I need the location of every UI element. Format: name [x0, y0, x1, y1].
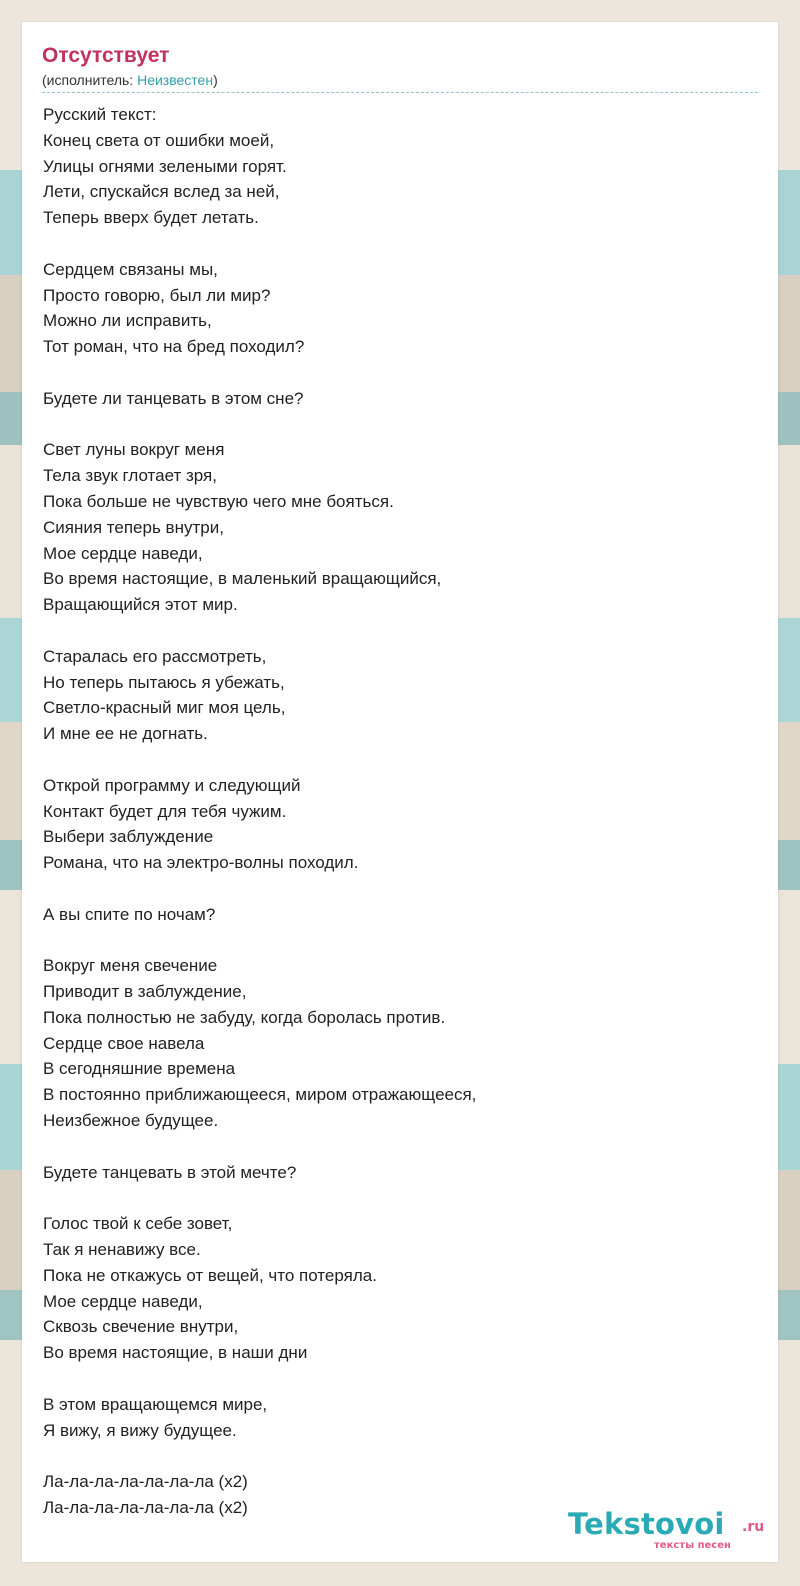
lyrics-line: Свет луны вокруг меня [43, 440, 225, 460]
lyrics-line: Выбери заблуждение [43, 827, 214, 847]
lyrics-line: Сияния теперь внутри, [43, 517, 224, 537]
lyrics-blank-line [43, 747, 759, 773]
lyrics-blank-line [43, 876, 759, 902]
lyrics-line: Конец света от ошибки моей, [43, 130, 275, 150]
lyrics-line: Приводит в заблуждение, [43, 982, 247, 1002]
lyrics-line: Будете танцевать в этой мечте? [43, 1162, 297, 1182]
lyrics-line: Просто говорю, был ли мир? [43, 285, 271, 305]
lyrics-line: В постоянно приближающееся, миром отражающееся, [43, 1085, 477, 1105]
lyrics-blank-line [43, 412, 759, 438]
lyrics-line: Открой программу и следующий [43, 775, 301, 795]
lyrics-blank-line [43, 1185, 759, 1211]
lyrics-line: Мое сердце наведи, [43, 543, 203, 563]
lyrics-line: Пока полностью не забуду, когда боролась против. [43, 1007, 446, 1027]
artist-line [42, 71, 758, 89]
artist-prefix: (исполнитель: [42, 72, 138, 88]
lyrics-text [43, 102, 759, 1521]
lyrics-line: Будете ли танцевать в этом сне? [43, 388, 304, 408]
song-header [42, 43, 758, 89]
lyrics-blank-line [43, 618, 759, 644]
lyrics-line: Ла-ла-ла-ла-ла-ла-ла (x2) [43, 1472, 248, 1492]
lyrics-line: В сегодняшние времена [43, 1059, 236, 1079]
lyrics-line: Сквозь свечение внутри, [43, 1317, 239, 1337]
artist-link[interactable]: Неизвестен [137, 72, 214, 88]
lyrics-line: Сердце свое навела [43, 1033, 205, 1053]
site-logo[interactable] [568, 1507, 778, 1557]
lyrics-line: Пока больше не чувствую чего мне бояться. [43, 491, 394, 511]
lyrics-line: Светло-красный миг моя цель, [43, 698, 286, 718]
content-card [22, 22, 778, 1562]
lyrics-line: Пока не откажусь от вещей, что потеряла. [43, 1265, 377, 1285]
lyrics-line: Контакт будет для тебя чужим. [43, 801, 287, 821]
lyrics-blank-line [43, 928, 759, 954]
lyrics-line: Тот роман, что на бред походил? [43, 337, 305, 357]
lyrics-line: Так я ненавижу все. [43, 1240, 201, 1260]
song-title: Отсутствует [42, 44, 170, 67]
lyrics-blank-line [43, 360, 759, 386]
lyrics-line: Во время настоящие, в маленький вращающийся, [43, 569, 442, 589]
lyrics-line: Сердцем связаны мы, [43, 259, 218, 279]
lyrics-line: Улицы огнями зелеными горят. [43, 156, 287, 176]
artist-suffix: ) [213, 72, 218, 88]
lyrics-line: Мое сердце наведи, [43, 1291, 203, 1311]
lyrics-line: Вокруг меня свечение [43, 956, 218, 976]
logo-tagline: тексты песен [654, 1540, 731, 1551]
lyrics-line: Тела звук глотает зря, [43, 466, 217, 486]
lyrics-line: Романа, что на электро-волны походил. [43, 853, 359, 873]
logo-domain: .ru [742, 1519, 765, 1535]
lyrics-line: Неизбежное будущее. [43, 1111, 219, 1131]
lyrics-blank-line [43, 231, 759, 257]
lyrics-line: Теперь вверх будет летать. [43, 208, 259, 228]
lyrics-line: А вы спите по ночам? [43, 904, 216, 924]
lyrics-line: В этом вращающемся мире, [43, 1394, 268, 1414]
lyrics-line: И мне ее не догнать. [43, 724, 208, 744]
lyrics-blank-line [43, 1366, 759, 1392]
lyrics-line: Я вижу, я вижу будущее. [43, 1420, 237, 1440]
lyrics-line: Вращающийся этот мир. [43, 595, 238, 615]
lyrics-line: Голос твой к себе зовет, [43, 1214, 233, 1234]
lyrics-line: Но теперь пытаюсь я убежать, [43, 672, 285, 692]
lyrics-blank-line [43, 1134, 759, 1160]
lyrics-line: Во время настоящие, в наши дни [43, 1343, 308, 1363]
lyrics-line: Старалась его рассмотреть, [43, 646, 267, 666]
header-divider [42, 92, 758, 93]
lyrics-blank-line [43, 1443, 759, 1469]
lyrics-line: Можно ли исправить, [43, 311, 212, 331]
logo-wordmark: Tekstovoi [568, 1507, 725, 1541]
lyrics-line: Ла-ла-ла-ла-ла-ла-ла (x2) [43, 1498, 248, 1518]
lyrics-line: Русский текст: [43, 105, 157, 124]
lyrics-line: Лети, спускайся вслед за ней, [43, 182, 280, 202]
